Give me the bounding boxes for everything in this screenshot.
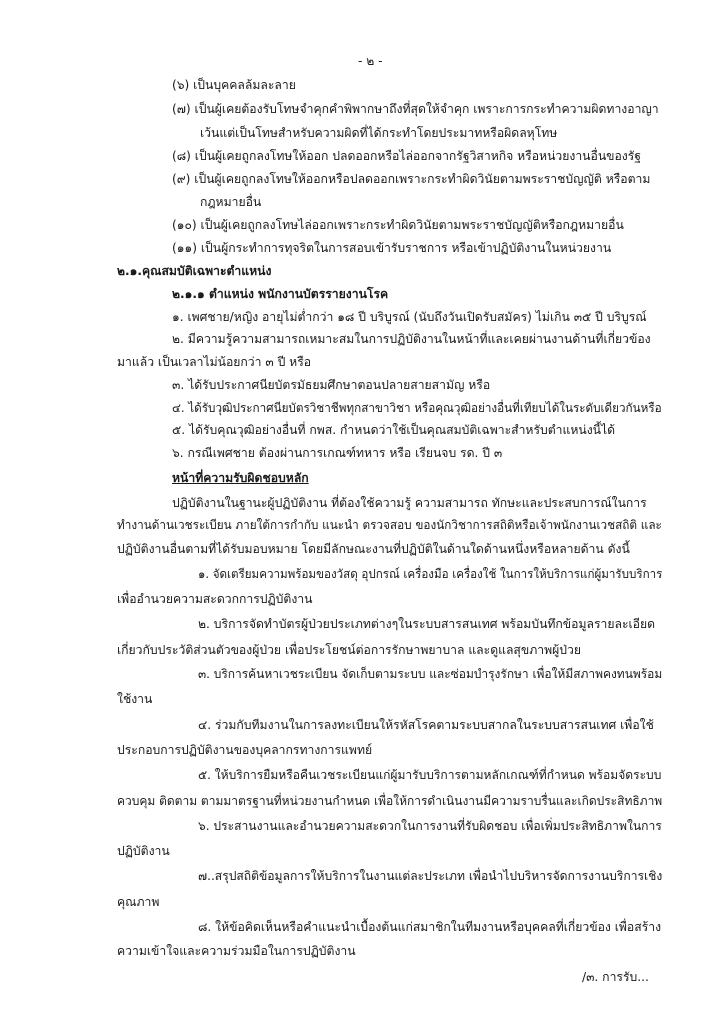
duty-line: ๑. จัดเตรียมความพร้อมของวัสดุ อุปกรณ์ เครื่องมือ เครื่องใช้ ในการให้บริการแก่ผู้มารับบริการ — [198, 567, 663, 581]
duty-line: ๒. บริการจัดทำบัตรผู้ป่วยประเภทต่างๆในระบบสารสนเทศ พร้อมบันทึกข้อมูลรายละเอียด — [198, 617, 656, 631]
qualification-line: ๕. ได้รับคุณวุฒิอย่างอื่นที่ กพส. กำหนดว่าใช้เป็นคุณสมบัติเฉพาะสำหรับตำแหน่งนี้ได้ — [172, 423, 616, 437]
duty-line: ประกอบการปฏิบัติงานของบุคลากรทางการแพทย์ — [117, 743, 373, 757]
qualification-line: ๑. เพศชาย/หญิง อายุไม่ต่ำกว่า ๑๘ ปี บริบูรณ์ (นับถึงวันเปิดรับสมัคร) ไม่เกิน ๓๕ ปี บริบูรณ์ — [172, 310, 647, 324]
disqualification-line: (๑๐) เป็นผู้เคยถูกลงโทษไล่ออกเพราะกระทำผิดวินัยตามพระราชบัญญัติหรือกฎหมายอื่น — [172, 218, 624, 232]
duty-line: คุณภาพ — [117, 895, 160, 909]
qualification-line: ๒. มีความรู้ความสามารถเหมาะสมในการปฏิบัติงานในหน้าที่และเคยผ่านงานด้านที่เกี่ยวข้อง — [172, 332, 651, 346]
duties-heading: หน้าที่ความรับผิดชอบหลัก — [172, 471, 309, 485]
section-heading: ๒.๑.คุณสมบัติเฉพาะตำแหน่ง — [117, 264, 272, 278]
disqualification-line: เว้นแต่เป็นโทษสำหรับความผิดที่ได้กระทำโดยประมาทหรือผิดลหุโทษ — [200, 126, 558, 140]
duty-line: เกี่ยวกับประวัติส่วนตัวของผู้ป่วย เพื่อประโยชน์ต่อการรักษาพยาบาล และดูแลสุขภาพผู้ป่วย — [117, 643, 581, 657]
page-continuation: /๓. การรับ... — [582, 970, 649, 984]
disqualification-line: (๑๑) เป็นผู้กระทำการทุจริตในการสอบเข้ารับราชการ หรือเข้าปฏิบัติงานในหน่วยงาน — [172, 241, 612, 255]
disqualification-line: (๘) เป็นผู้เคยถูกลงโทษให้ออก ปลดออกหรือไล่ออกจากรัฐวิสาหกิจ หรือหน่วยงานอื่นของรัฐ — [172, 149, 642, 163]
page-number: - ๒ - — [358, 54, 383, 68]
duty-line: ปฏิบัติงาน — [117, 844, 170, 858]
qualification-line: มาแล้ว เป็นเวลาไม่น้อยกว่า ๓ ปี หรือ — [117, 355, 312, 369]
disqualification-line: (๗) เป็นผู้เคยต้องรับโทษจำคุกคำพิพากษาถึงที่สุดให้จำคุก เพราะการกระทำความผิดทางอาญา — [172, 102, 659, 116]
qualification-line: ๔. ได้รับวุฒิประกาศนียบัตรวิชาชีพทุกสาขาวิชา หรือคุณวุฒิอย่างอื่นที่เทียบได้ในระดับเดียวกันหรือ — [172, 401, 662, 415]
disqualification-line: (๖) เป็นบุคคลล้มละลาย — [172, 78, 296, 92]
duty-line: ควบคุม ติดตาม ตามมาตรฐานที่หน่วยงานกำหนด เพื่อให้การดำเนินงานมีความราบรื่นและเกิดประสิทธิภาพ — [117, 794, 663, 808]
duty-line: ๘. ให้ข้อคิดเห็นหรือคำแนะนำเบื้องต้นแก่สมาชิกในทีมงานหรือบุคคลที่เกี่ยวข้อง เพื่อสร้าง — [198, 920, 662, 934]
disqualification-line: (๙) เป็นผู้เคยถูกลงโทษให้ออกหรือปลดออกเพราะกระทำผิดวินัยตามพระราชบัญญัติ หรือตาม — [172, 172, 651, 186]
duty-line: ความเข้าใจและความร่วมมือในการปฏิบัติงาน — [117, 944, 356, 958]
duty-line: เพื่ออำนวยความสะดวกการปฏิบัติงาน — [117, 592, 313, 606]
disqualification-line: กฎหมายอื่น — [200, 195, 262, 209]
duties-intro-line: ปฏิบัติงานในฐานะผู้ปฏิบัติงาน ที่ต้องใช้ความรู้ ความสามารถ ทักษะและประสบการณ์ในการ — [172, 496, 647, 510]
duty-line: ใช้งาน — [117, 692, 153, 706]
qualification-line: ๓. ได้รับประกาศนียบัตรมัธยมศึกษาตอนปลายสายสามัญ หรือ — [172, 378, 491, 392]
duty-line: ๔. ร่วมกับทีมงานในการลงทะเบียนให้รหัสโรคตามระบบสากลในระบบสารสนเทศ เพื่อใช้ — [198, 718, 654, 732]
duty-line: ๓. บริการค้นหาเวชระเบียน จัดเก็บตามระบบ และซ่อมบำรุงรักษา เพื่อให้มีสภาพคงทนพร้อม — [198, 667, 663, 681]
duties-intro-line: ปฏิบัติงานอื่นตามที่ได้รับมอบหมาย โดยมีลักษณะงานที่ปฏิบัติในด้านใดด้านหนึ่งหรือหลายด้าน ดังนี้ — [117, 542, 630, 556]
position-heading: ๒.๑.๑ ตำแหน่ง พนักงานบัตรรายงานโรค — [172, 287, 389, 301]
duty-line: ๗..สรุปสถิติข้อมูลการให้บริการในงานแต่ละประเภท เพื่อนำไปบริหารจัดการงานบริการเชิง — [198, 869, 663, 883]
duty-line: ๖. ประสานงานและอำนวยความสะดวกในการงานที่รับผิดชอบ เพื่อเพิ่มประสิทธิภาพในการ — [198, 819, 662, 833]
duty-line: ๕. ให้บริการยืมหรือคืนเวชระเบียนแก่ผู้มารับบริการตามหลักเกณฑ์ที่กำหนด พร้อมจัดระบบ — [198, 768, 662, 782]
duties-intro-line: ทำงานด้านเวชระเบียน ภายใต้การกำกับ แนะนำ ตรวจสอบ ของนักวิชาการสถิติหรือเจ้าพนักงานเวชสถิติ และ — [117, 518, 662, 532]
qualification-line: ๖. กรณีเพศชาย ต้องผ่านการเกณฑ์ทหาร หรือ เรียนจบ รด. ปี ๓ — [172, 446, 503, 460]
